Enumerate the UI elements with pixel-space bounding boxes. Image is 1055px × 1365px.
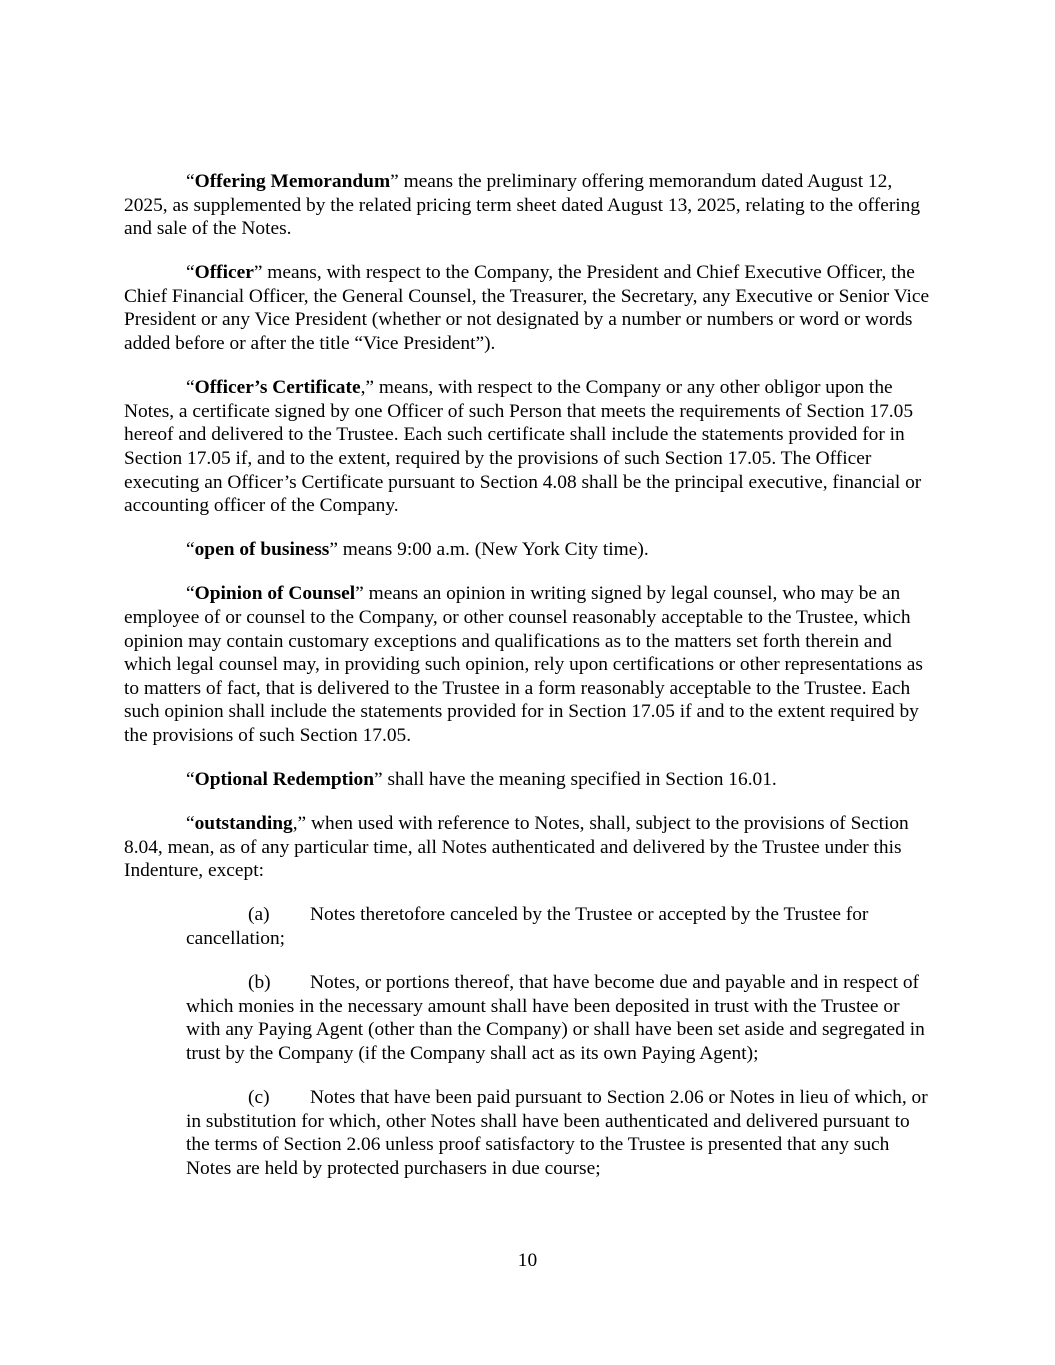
defined-term: Opinion of Counsel [194, 583, 356, 605]
clause-label: (b) [248, 972, 271, 994]
page-number: 10 [517, 1250, 538, 1271]
clause-label: (a) [248, 904, 270, 926]
definition-text: ” means the preliminary offering memorandum dated August 12, 2025, as supplemented by the related pricing term sheet dated August 13, 2025, relating to the offering and sale of the Notes. [124, 171, 921, 240]
defined-term: Officer’s Certificate [194, 377, 361, 399]
clause-c [186, 1086, 932, 1180]
clause-label: (c) [248, 1086, 270, 1108]
open-quote: “ [186, 813, 195, 835]
definition-text: ,” means, with respect to the Company or any other obligor upon the Notes, a certificate signed by one Officer of such Person that meets the requirements of Section 17.05 hereof and delivered to the Trustee. Each such certificate shall include the statements provided for in Section 17.05 if, and to the extent, required by the provisions of such Section 17.05. The Officer executing an Officer’s Certificate pursuant to Section 4.08 shall be the principal executive, financial or accounting officer of the Company. [124, 377, 922, 517]
definition-text: ” means, with respect to the Company, the President and Chief Executive Officer, the Chief Financial Officer, the General Counsel, the Treasurer, the Secretary, any Executive or Senior Vice President or any Vice President (whether or not designated by a number or numbers or word or words added before or after the title “Vice President”). [124, 262, 930, 355]
clause-a [186, 903, 932, 950]
open-quote: “ [186, 377, 195, 399]
defined-term: open of business [194, 539, 330, 561]
definition-text: ” shall have the meaning specified in Section 16.01. [374, 768, 777, 790]
clause-text: Notes that have been paid pursuant to Section 2.06 or Notes in lieu of which, or in substitution for which, other Notes shall have been authenticated and delivered pursuant to the terms of Section 2.06 unless proof satisfactory to the Trustee is presented that any such Notes are held by protected purchasers in due course; [186, 1086, 928, 1179]
definition-offering-memorandum [124, 170, 932, 241]
definition-text: ” means an opinion in writing signed by legal counsel, who may be an employee of or counsel to the Company, or other counsel reasonably acceptable to the Trustee, which opinion may contain customary exceptions and qualifications as to the matters set forth therein and which legal counsel may, in providing such opinion, rely upon certifications or other representations as to matters of fact, that is delivered to the Trustee in a form reasonably acceptable to the Trustee. Each such opinion shall include the statements provided for in Section 17.05 if and to the extent required by the provisions of such Section 17.05. [124, 583, 923, 746]
clause-b [186, 971, 932, 1065]
defined-term: Optional Redemption [194, 768, 374, 790]
open-quote: “ [186, 171, 195, 192]
open-quote: “ [186, 262, 195, 284]
open-quote: “ [186, 768, 195, 790]
clause-text: Notes theretofore canceled by the Trustee or accepted by the Trustee for cancellation; [186, 904, 869, 949]
open-quote: “ [186, 583, 195, 605]
open-quote: “ [186, 539, 195, 561]
definition-text: ” means 9:00 a.m. (New York City time). [329, 539, 649, 561]
clause-text: Notes, or portions thereof, that have become due and payable and in respect of which monies in the necessary amount shall have been deposited in trust with the Trustee or with any Paying Agent (other than the Company) or shall have been set aside and segregated in trust by the Company (if the Company shall act as its own Paying Agent); [186, 972, 925, 1064]
definition-officers-certificate [124, 376, 932, 518]
document-page [124, 170, 932, 1201]
defined-term: Officer [194, 262, 254, 284]
defined-term: outstanding [194, 813, 293, 835]
definition-open-of-business [124, 538, 932, 562]
definition-opinion-of-counsel [124, 582, 932, 747]
definition-outstanding [124, 812, 932, 883]
definition-optional-redemption [124, 768, 932, 792]
definition-text: ,” when used with reference to Notes, shall, subject to the provisions of Section 8.04, mean, as of any particular time, all Notes authenticated and delivered by the Trustee under this Indenture, except: [124, 813, 909, 882]
definition-officer [124, 261, 932, 355]
defined-term: Offering Memorandum [194, 171, 391, 192]
